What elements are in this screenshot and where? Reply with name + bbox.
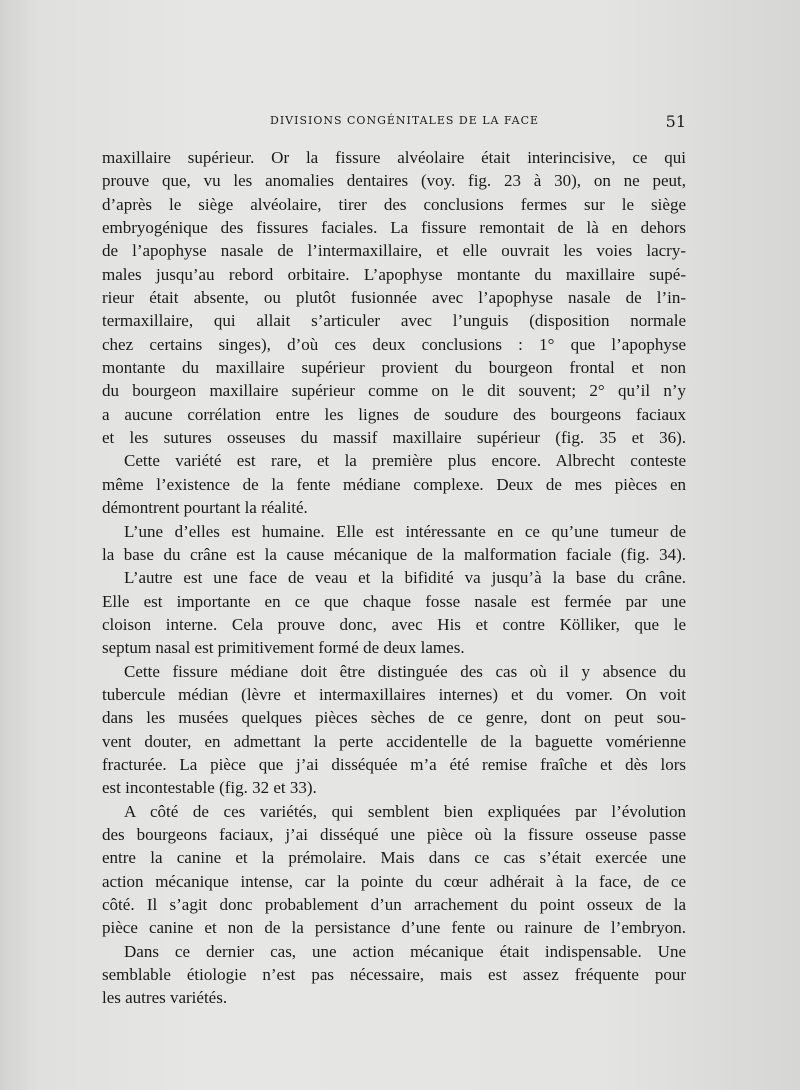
- text-line: est incontestable (fig. 32 et 33).: [102, 778, 317, 798]
- text-line: L’autre est une face de veau et la bifidité va jusqu’à la base du crâne.: [124, 568, 686, 588]
- text-line: tubercule médian (lèvre et intermaxillaires internes) et du vomer. On voit: [102, 684, 686, 704]
- text-line: Elle est importante en ce que chaque fosse nasale est fermée par une: [102, 591, 686, 611]
- text-line: a aucune corrélation entre les lignes de soudure des bourgeons faciaux: [102, 404, 686, 424]
- paragraph-7: [102, 940, 686, 1010]
- text-line: dans les musées quelques pièces sèches de ce genre, dont on peut sou-: [102, 708, 686, 728]
- paragraph-5: [102, 660, 686, 800]
- text-line: vent douter, en admettant la perte accidentelle de la baguette vomérienne: [102, 731, 686, 751]
- text-line: semblable étiologie n’est pas nécessaire, mais est assez fréquente pour: [102, 965, 686, 985]
- text-line: Cette fissure médiane doit être distinguée des cas où il y absence du: [124, 661, 686, 681]
- text-line: embryogénique des fissures faciales. La fissure remontait de là en dehors: [102, 218, 686, 238]
- text-line: cloison interne. Cela prouve donc, avec His et contre Kölliker, que le: [102, 614, 686, 634]
- text-line: pièce canine et non de la persistance d’une fente ou rainure de l’embryon.: [102, 918, 686, 938]
- text-line: démontrent pourtant la réalité.: [102, 498, 308, 518]
- text-line: entre la canine et la prémolaire. Mais dans ce cas s’était exercée une: [102, 848, 686, 868]
- text-line: d’après le siège alvéolaire, tirer des conclusions fermes sur le siège: [102, 194, 686, 214]
- paragraph-6: [102, 800, 686, 940]
- text-line: Dans ce dernier cas, une action mécanique était indispensable. Une: [124, 941, 686, 961]
- text-line: Cette variété est rare, et la première plus encore. Albrecht conteste: [124, 451, 686, 471]
- text-line: fracturée. La pièce que j’ai disséquée m’a été remise fraîche et dès lors: [102, 754, 686, 774]
- text-line: males jusqu’au rebord orbitaire. L’apophyse montante du maxillaire supé-: [102, 264, 686, 284]
- text-line: côté. Il s’agit donc probablement d’un arrachement du point osseux de la: [102, 895, 686, 914]
- running-title: DIVISIONS CONGÉNITALES DE LA FACE: [270, 114, 540, 127]
- text-line: rieur était absente, ou plutôt fusionnée avec l’apophyse nasale de l’in-: [102, 288, 686, 308]
- page-number: 51: [665, 112, 686, 131]
- paragraph-1: [102, 146, 686, 449]
- text-line: termaxillaire, qui allait s’articuler avec l’unguis (disposition normale: [102, 311, 686, 331]
- text-line: même l’existence de la fente médiane complexe. Deux de mes pièces en: [102, 474, 686, 494]
- text-line: chez certains singes), d’où ces deux conclusions : 1° que l’apophyse: [102, 334, 686, 354]
- text-line: action mécanique intense, car la pointe du cœur adhérait à la face, de ce: [102, 871, 686, 891]
- text-line: maxillaire supérieur. Or la fissure alvéolaire était interincisive, ce qui: [102, 148, 686, 167]
- text-line: montante du maxillaire supérieur provient du bourgeon frontal et non: [102, 358, 686, 378]
- text-line: du bourgeon maxillaire supérieur comme on le dit souvent; 2° qu’il n’y: [102, 381, 686, 401]
- paragraph-2: [102, 449, 686, 519]
- text-line: L’une d’elles est humaine. Elle est intéressante en ce qu’une tumeur de: [124, 521, 686, 541]
- text-line: de l’apophyse nasale de l’intermaxillaire, et elle ouvrait les voies lacry-: [102, 241, 686, 261]
- text-line: et les sutures osseuses du massif maxillaire supérieur (fig. 35 et 36).: [102, 428, 686, 448]
- text-line: A côté de ces variétés, qui semblent bien expliquées par l’évolution: [124, 801, 686, 821]
- text-line: la base du crâne est la cause mécanique de la malformation faciale (fig. 34).: [102, 544, 686, 564]
- text-line: prouve que, vu les anomalies dentaires (voy. fig. 23 à 30), on ne peut,: [102, 171, 686, 191]
- body-text: [102, 146, 686, 1010]
- text-line: des bourgeons faciaux, j’ai disséqué une pièce où la fissure osseuse passe: [102, 824, 686, 844]
- text-line: les autres variétés.: [102, 988, 228, 1008]
- paragraph-3: [102, 520, 686, 567]
- running-header: [102, 112, 686, 132]
- text-line: septum nasal est primitivement formé de deux lames.: [102, 638, 465, 658]
- paragraph-4: [102, 566, 686, 659]
